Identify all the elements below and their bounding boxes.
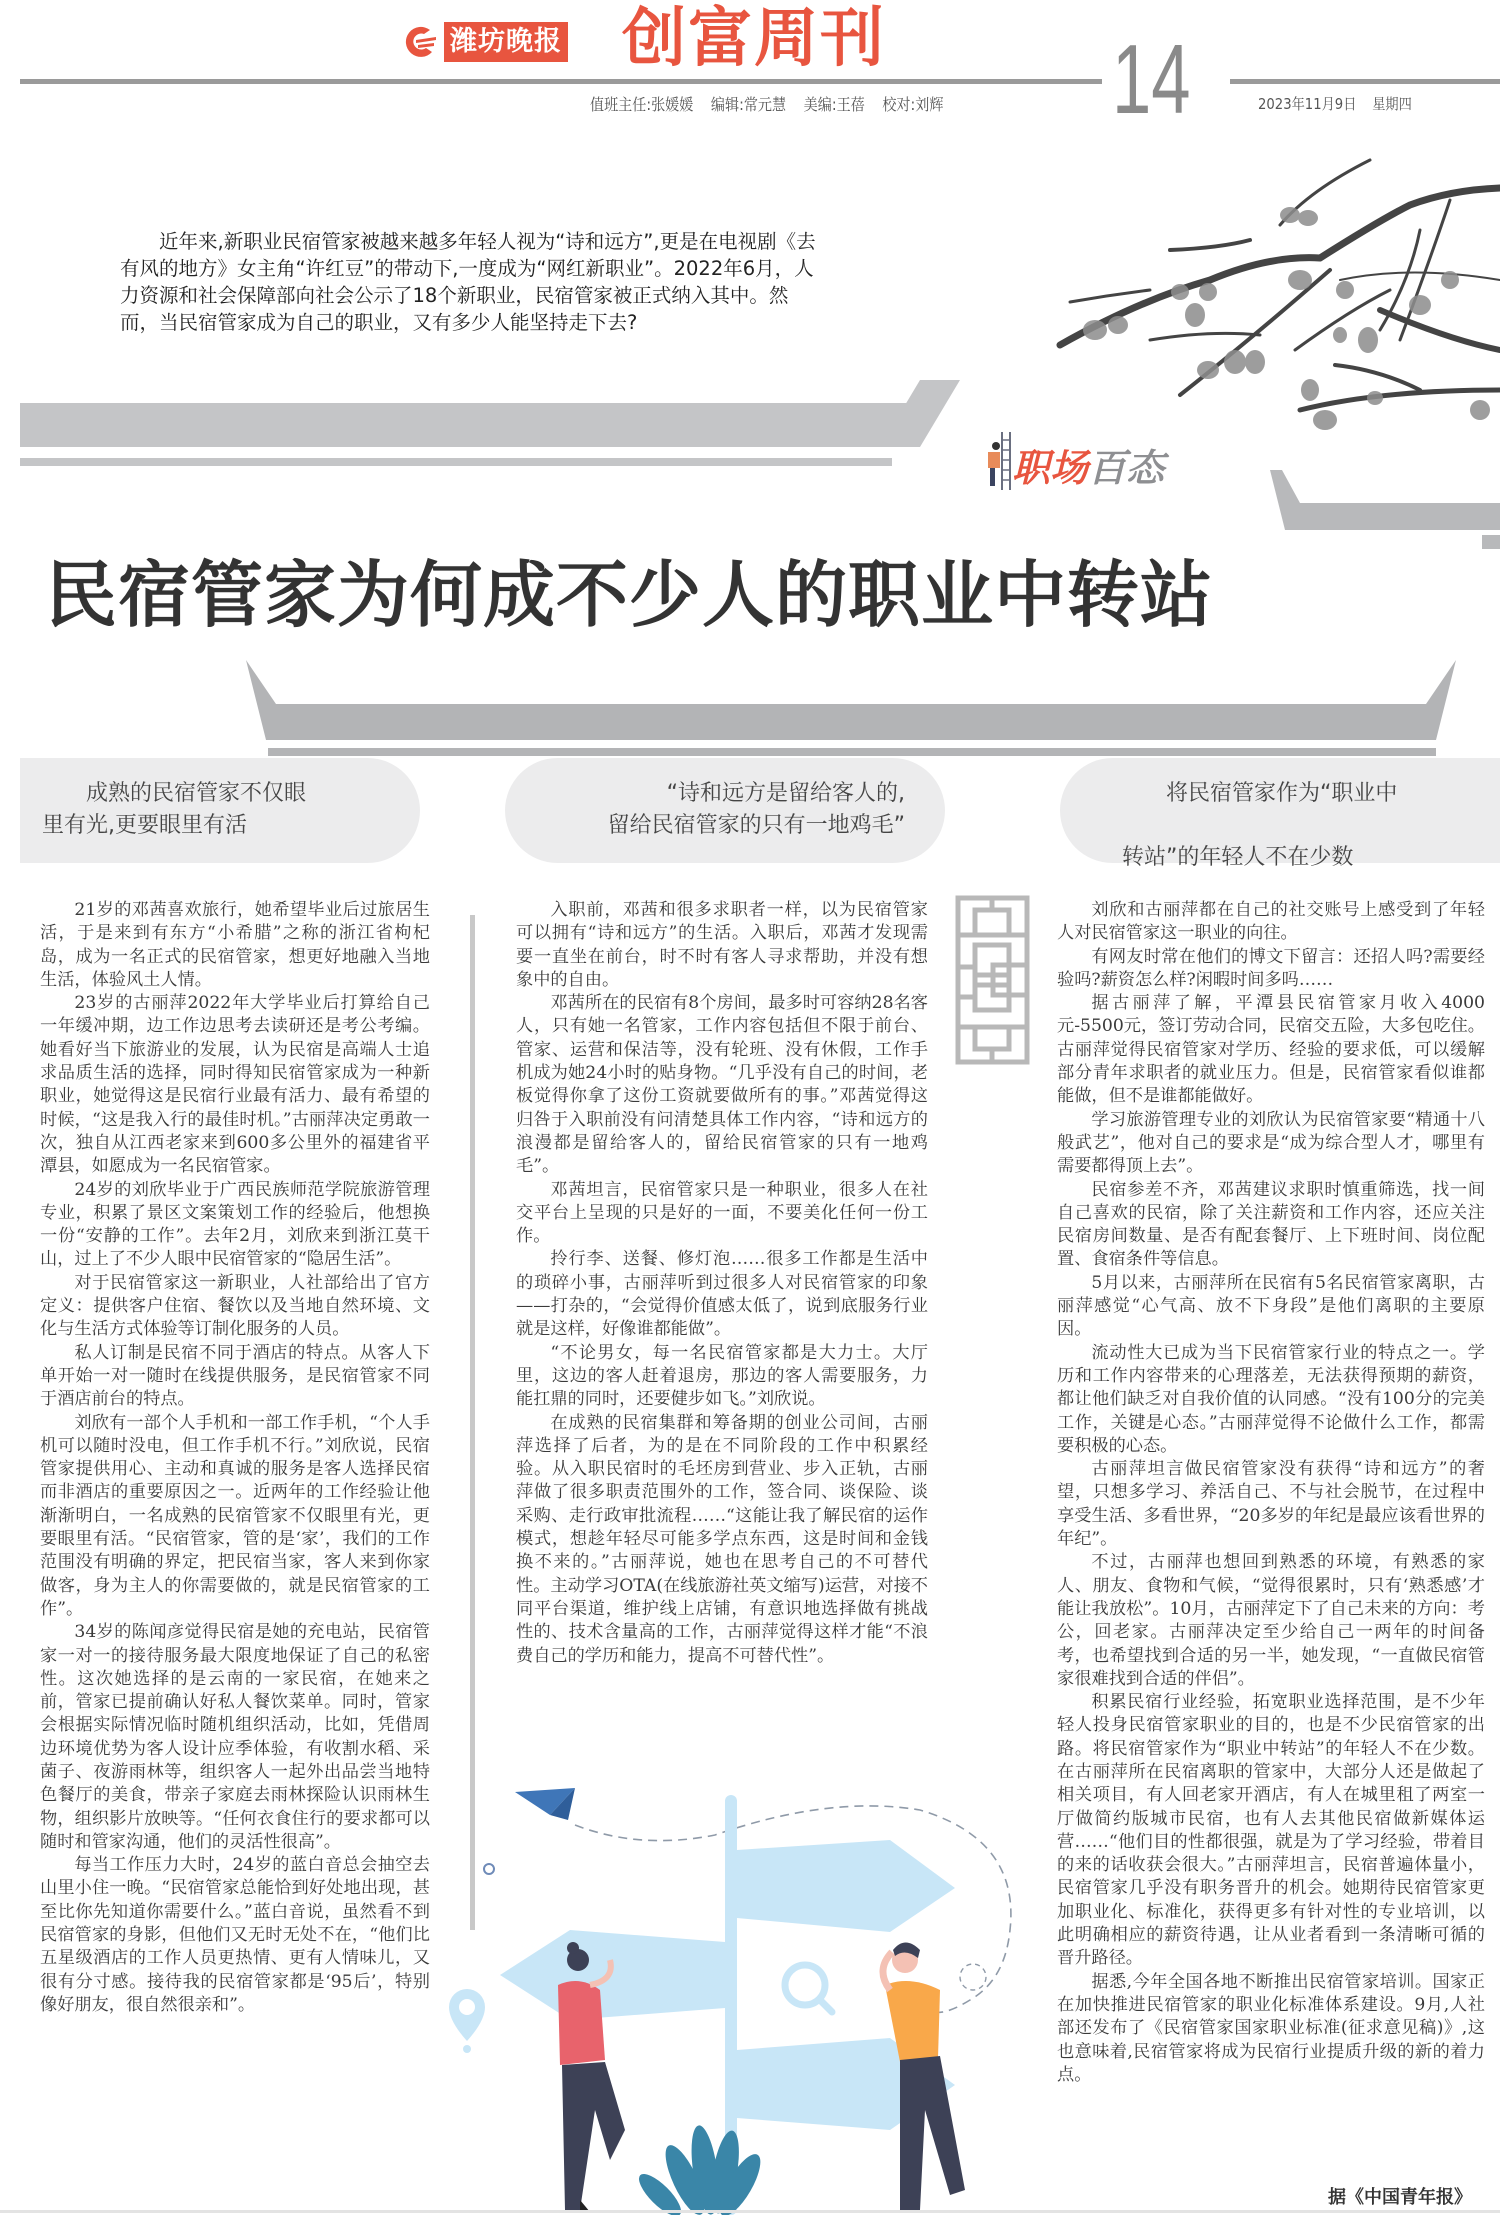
- paragraph: 21岁的邓茜喜欢旅行，她希望毕业后过旅居生活，于是来到有东方“小希腊”之称的浙江省枸杞岛，成为一名正式的民宿管家，想更好地融入当地生活，体验风土人情。: [40, 900, 430, 990]
- credit-editor: 编辑:常元慧: [710, 95, 787, 114]
- paragraph: 在成熟的民宿集群和筹备期的创业公司间，古丽萍选择了后者，为的是在不同阶段的工作中积累经验。从入职民宿时的毛坯房到营业、步入正轨，古丽萍做了很多职责范围外的工作，签合同、谈保险、谈采购、走行政审批流程……“这能让我了解民宿的运作模式，想趁年轻尽可能多学点东西，这是时间和金钱换不来的。”古丽萍说，她也在思考自己的不可替代性。主动学习OTA(在线旅游社英文缩写)运营，对接不同平台渠道，维护线上店铺，有意识地选择做有挑战性的、技术含量高的工作，古丽萍觉得这样才能“不浪费自己的学历和能力，提高不可替代性”。: [516, 1412, 928, 1666]
- paragraph: 5月以来，古丽萍所在民宿有5名民宿管家离职，古丽萍感觉“心气高、放不下身段”是他们离职的主要原因。: [1057, 1272, 1485, 1340]
- subhead-1-line1: 成熟的民宿管家不仅眼: [86, 781, 307, 806]
- crossroads-illustration: [500, 1780, 1040, 2215]
- paragraph: 积累民宿行业经验，拓宽职业选择范围，是不少年轻人投身民宿管家职业的目的，也是不少民宿管家的出路。将民宿管家作为“职业中转站”的年轻人不在少数。在古丽萍所在民宿离职的管家中，大部分人还是做起了相关项目，有人回老家开酒店，有人在城里租了两室一厅做简约版城市民宿，也有人去其他民宿做新媒体运营……“他们目的性都很强，就是为了学习经验，带着目的来的话收获会很大。”古丽萍坦言，民宿普遍体量小，民宿管家几乎没有职务晋升的机会。她期待民宿管家更加职业化、标准化，获得更多有针对性的专业培训，以此明确相应的薪资待遇，让从业者看到一条清晰可循的晋升路径。: [1057, 1692, 1485, 1969]
- paragraph: 刘欣和古丽萍都在自己的社交账号上感受到了年轻人对民宿管家这一职业的向往。: [1057, 900, 1485, 944]
- paper-name: 潍坊晚报: [444, 22, 568, 62]
- credit-duty-editor: 值班主任:张媛媛: [590, 95, 694, 114]
- ladder-climber-icon: [982, 430, 1012, 490]
- subhead-3-line1: 将民宿管家作为“职业中: [1166, 781, 1398, 806]
- subhead-3: [1060, 758, 1500, 870]
- source-byline: 据《中国青年报》: [1328, 2187, 1472, 2208]
- paragraph: 私人订制是民宿不同于酒店的特点。从客人下单开始一对一随时在线提供服务，是民宿管家不同于酒店前台的特点。: [40, 1342, 430, 1410]
- section-tag: [982, 430, 1164, 490]
- decorative-nub: [1482, 535, 1500, 549]
- column-3: [1057, 899, 1485, 2087]
- paragraph: 不过，古丽萍也想回到熟悉的环境，有熟悉的家人、朋友、食物和气候，“觉得很累时，只有‘熟悉感’才能让我放松”。10月，古丽萍定下了自己未来的方向：考公，回老家。古丽萍决定至少给自己一两年的时间备考，也希望找到合适的另一半，她发现，“一直做民宿管家很难找到合适的伴侣”。: [1057, 1552, 1485, 1689]
- section-tag-part2: 百态: [1088, 446, 1165, 490]
- paragraph: 流动性大已成为当下民宿管家行业的特点之一。学历和工作内容带来的心理落差，无法获得预期的薪资，都让他们缺乏对自我价值的认同感。“没有100分的完美工作，关键是心态。”古丽萍觉得不论做什么工作，都需要积极的心态。: [1057, 1342, 1485, 1456]
- subhead-1-line2: 里有光,更要眼里有活: [42, 813, 247, 838]
- paragraph: 34岁的陈闻彦觉得民宿是她的充电站，民宿管家一对一的接待服务最大限度地保证了自己的私密性。这次她选择的是云南的一家民宿，在她来之前，管家已提前确认好私人餐饮菜单。同时，管家会根据实际情况临时随机组织活动，比如，凭借周边环境优势为客人设计应季体验，有收割水稻、采菌子、夜游雨林等，组织客人一起外出品尝当地特色餐厅的美食，带亲子家庭去雨林探险认识雨林生物，组织影片放映等。“任何衣食住行的要求都可以随时和管家沟通，他们的灵活性很高”。: [40, 1622, 430, 1852]
- masthead: [0, 0, 1500, 134]
- magnifier-icon: [785, 1965, 832, 2012]
- paragraph: 对于民宿管家这一新职业，人社部给出了官方定义：提供客户住宿、餐饮以及当地自然环境、文化与生活方式体验等订制化服务的人员。: [40, 1272, 430, 1340]
- column-2: [516, 899, 928, 1668]
- paragraph: 刘欣有一部个人手机和一部工作手机，“个人手机可以随时没电，但工作手机不行。”刘欣说，民宿管家提供用心、主动和真诚的服务是客人选择民宿而非酒店的重要原因之一。近两年的工作经验让他渐渐明白，一名成熟的民宿管家不仅眼里有光，更要眼里有活。“民宿管家，管的是‘家’，我们的工作范围没有明确的界定，把民宿当家，客人来到你家做客，身为主人的你需要做的，就是民宿管家的工作”。: [40, 1412, 430, 1619]
- newspaper-logo-icon: [400, 22, 440, 62]
- article-lead: 近年来,新职业民宿管家被越来越多年轻人视为“诗和远方”,更是在电视剧《去有风的地方》女主角“许红豆”的带动下,一度成为“网红新职业”。2022年6月，人力资源和社会保障部向社会公示了18个新职业，民宿管家被正式纳入其中。然而，当民宿管家成为自己的职业，又有多少人能坚持走下去?: [120, 230, 816, 334]
- credit-art-editor: 美编:王蓓: [803, 95, 865, 114]
- paragraph: 邓茜所在的民宿有8个房间，最多时可容纳28名客人，只有她一名管家，工作内容包括但不限于前台、管家、运营和保洁等，没有轮班、没有休假，工作手机成为她24小时的贴身物。“几乎没有自己的时间，老板觉得你拿了这份工资就要做所有的事。”邓茜觉得这归咎于入职前没有问清楚具体工作内容，“诗和远方的浪漫都是留给客人的，留给民宿管家的只有一地鸡毛”。: [516, 993, 928, 1177]
- section-tag-part1: 职场: [1012, 446, 1089, 490]
- paragraph: 学习旅游管理专业的刘欣认为民宿管家要“精通十八般武艺”，他对自己的要求是“成为综合型人才，哪里有需要都得顶上去”。: [1057, 1109, 1485, 1177]
- paragraph: “不论男女，每一名民宿管家都是大力士。大厅里，这边的客人赶着退房，那边的客人需要服务，力能扛鼎的同时，还要健步如飞。”刘欣说。: [516, 1342, 928, 1410]
- column-divider: [470, 915, 475, 1930]
- issue-date: 2023年11月9日: [1258, 95, 1357, 113]
- paragraph: 每当工作压力大时，24岁的蓝白音总会抽空去山里小住一晚。“民宿管家总能恰到好处地出现，甚至比你先知道你需要什么。”蓝白音说，虽然看不到民宿管家的身影，但他们又无时无处不在，“他们比五星级酒店的工作人员更热情、更有人情味儿，又很有分寸感。接待我的民宿管家都是‘95后’，特别像好朋友，很自然很亲和”。: [40, 1855, 430, 2015]
- plant-icon: [633, 2124, 768, 2215]
- decorative-bracket-right: [1270, 470, 1500, 530]
- subhead-2-line2: 留给民宿管家的只有一地鸡毛”: [607, 813, 905, 838]
- decorative-band: [20, 403, 920, 447]
- page-number: 14: [1112, 24, 1191, 134]
- paragraph: 据悉,今年全国各地不断推出民宿管家培训。国家正在加快推进民宿管家的职业化标准体系建设。9月,人社部还发布了《民宿管家国家职业标准(征求意见稿)》,这也意味着,民宿管家将成为民宿行业提质升级的新的着力点。: [1057, 1971, 1485, 2085]
- dateline: [1258, 93, 1412, 114]
- issue-weekday: 星期四: [1372, 95, 1412, 113]
- article-headline: 民宿管家为何成不少人的职业中转站: [45, 553, 1214, 637]
- paper-logo: [400, 22, 568, 62]
- paragraph: 有网友时常在他们的博文下留言：还招人吗?需要经验吗?薪资怎么样?闲暇时间多吗……: [1057, 946, 1485, 990]
- map-pin-icon: [445, 1985, 490, 2055]
- paragraph: 古丽萍坦言做民宿管家没有获得“诗和远方”的奢望，只想多学习、养活自己、不与社会脱节，在过程中享受生活、多看世界，“20多岁的年纪是最应该看世界的年纪”。: [1057, 1459, 1485, 1550]
- supplement-title: 创富周刊: [622, 1, 886, 76]
- masthead-rule-left: [20, 79, 1102, 84]
- paragraph: 据古丽萍了解，平潭县民宿管家月收入4000元-5500元，签订劳动合同，民宿交五险，大多包吃住。古丽萍觉得民宿管家对学历、经验的要求低，可以缓解部分青年求职者的就业压力。但是，民宿管家看似谁都能做，但不是谁都能做好。: [1057, 993, 1485, 1107]
- paragraph: 24岁的刘欣毕业于广西民族师范学院旅游管理专业，积累了景区文案策划工作的经验后，他想换一份“安静的工作”。去年2月，刘欣来到浙江莫干山，过上了不少人眼中民宿管家的“隐居生活”。: [40, 1179, 430, 1270]
- ink-branch-illustration: [1050, 140, 1500, 440]
- decorative-band-thin: [20, 458, 892, 466]
- column-1: [40, 899, 430, 2017]
- masthead-rule-right: [1230, 79, 1500, 84]
- editorial-credits: [590, 92, 943, 115]
- lattice-window-ornament: [955, 895, 1030, 1065]
- paragraph: 拎行李、送餐、修灯泡……很多工作都是生活中的琐碎小事，古丽萍听到过很多人对民宿管家的印象——打杂的，“会觉得价值感太低了，说到底服务行业就是这样，好像谁都能做”。: [516, 1249, 928, 1340]
- paragraph: 23岁的古丽萍2022年大学毕业后打算给自己一年缓冲期，边工作边思考去读研还是考公考编。她看好当下旅游业的发展，认为民宿是高端人士追求品质生活的选择，同时得知民宿管家成为一种新职业，她觉得这是民宿行业最有活力、最有希望的时候，“这是我入行的最佳时机。”古丽萍决定勇敢一次，独自从江西老家来到600多公里外的福建省平潭县，如愿成为一名民宿管家。: [40, 993, 430, 1177]
- paragraph: 邓茜坦言，民宿管家只是一种职业，很多人在社交平台上呈现的只是好的一面，不要美化任何一份工作。: [516, 1179, 928, 1247]
- subhead-2-line1: “诗和远方是留给客人的,: [666, 781, 905, 806]
- headline-underline-band: [246, 660, 1456, 760]
- small-ring-icon: [482, 1862, 496, 1876]
- band-shape: [246, 660, 1456, 740]
- subhead-3-line2: 转站”的年轻人不在少数: [1122, 845, 1354, 870]
- band-thin: [268, 748, 1436, 756]
- paper-plane-icon: [515, 1788, 575, 1820]
- paragraph: 民宿参差不齐，邓茜建议求职时慎重筛选，找一间自己喜欢的民宿，除了关注薪资和工作内容，还应关注民宿房间数量、是否有配套餐厅、上下班时间、岗位配置、食宿条件等信息。: [1057, 1179, 1485, 1270]
- page-bottom-rule: [0, 2210, 1500, 2213]
- credit-proofreader: 校对:刘辉: [882, 95, 944, 114]
- paragraph: 入职前，邓茜和很多求职者一样，以为民宿管家可以拥有“诗和远方”的生活。入职后，邓茜才发现需要一直坐在前台，时不时有客人寻求帮助，并没有想象中的自由。: [516, 900, 928, 990]
- subhead-1: [20, 758, 420, 863]
- subhead-2: [505, 758, 945, 863]
